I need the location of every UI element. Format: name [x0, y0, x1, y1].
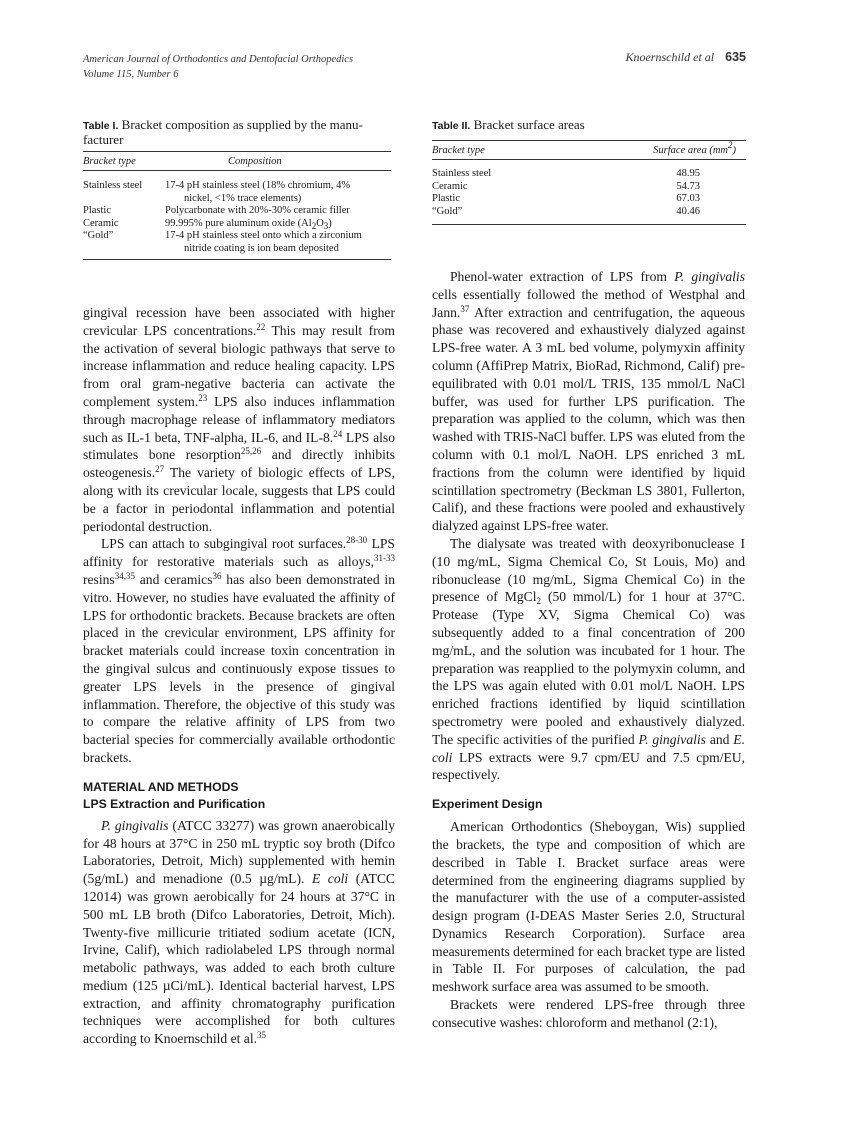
table-row: Stainless steel 48.95	[432, 168, 700, 179]
col-header-bracket-type: Bracket type	[83, 155, 136, 167]
journal-title: American Journal of Orthodontics and Dentofacial Orthopedics	[83, 54, 354, 65]
paragraph: The dialysate was treated with deoxyribonuclease I (10 mg/mL, Sigma Chemical Co, St Louis, Mo) and ribonuclease (10 mg/mL, Sigma Chemical Co) in the presence of MgCl$_2$ (50 mmol/L) for 1 hour at 37°C. Protease (Type XV, Sigma Chemical Co) was subsequently added to a final concentration of 200 mg/mL, and the solution was incubated for 1 hour. The preparation was reapplied to the polymyxin column, and the LPS was again eluted with 0.01 mol/L NaOH. LPS enriched fractions identified by liquid scintillation spectrometry were pooled and exhaustively dialyzed. The specific activities of the purified P. gingivalis and E. coli LPS extracts were 9.7 cpm/EU and 7.5 cpm/EU, respectively.	[432, 535, 746, 783]
running-header-right	[625, 50, 746, 65]
paragraph: P. gingivalis (ATCC 33277) was grown anaerobically for 48 hours at 37°C in 250 mL tryptic soy broth (Difco Laboratories, Detroit, Mich) supplemented with hemin (5g/mL) and menadione (0.5 µg/mL). E coli (ATCC 12014) was grown aerobically for 24 hours at 37°C in 500 mL LB broth (Difco Laboratories, Detroit, Mich). Twenty-five millicurie tritiated sodium acetate (ICN, Irvine, Calif), which radiolabeled LPS through normal metabolic pathways, was added to each broth culture medium (125 µCi/mL). Identical bacterial harvest, LPS extraction, and affinity chromatography purification techniques were accomplished for both cultures according to Knoernschild et al.$^{35}$	[83, 817, 395, 1047]
paragraph: LPS can attach to subgingival root surfaces.$^{28-30}$ LPS affinity for restorative materials such as alloys,$^{31-33}$ resins$^{34,35}$ and ceramics$^{36}$ has also been demonstrated in vitro. However, no studies have evaluated the affinity of LPS for orthodontic brackets. Because brackets are often placed in the crevicular environment, LPS affinity for bracket materials could increase toxin concentration in the gingival sulcus and continuously expose tissues to greater LPS levels in the presence of gingival inflammation. Therefore, the objective of this study was to compare the relative affinity of LPS from two bacterial species for commercially available orthodontic brackets.	[83, 535, 395, 765]
table-2-label: Table II.	[432, 120, 471, 132]
paragraph: Brackets were rendered LPS-free through three consecutive washes: chloroform and methanol (2:1),	[432, 997, 745, 1030]
table-2-header	[432, 141, 746, 159]
col-header-composition: Composition	[228, 155, 282, 167]
table-row: “Gold” 40.46	[432, 205, 700, 217]
table-1-caption: Table I. Bracket composition as supplied by the manu- facturer	[83, 117, 363, 147]
section-heading: Experiment Design	[432, 797, 543, 812]
table-row: Stainless steel 17-4 pH stainless steel (18% chromium, 4% nickel, <1% trace elements)	[83, 180, 351, 204]
paragraph: American Orthodontics (Sheboygan, Wis) supplied the brackets, the type and composition of which are described in Table I. Bracket surface areas were determined from the engineering diagrams supplied by the manufacturer with the use of a computer-assisted design program (I-DEAS Master Series 2.0, Structural Dynamics Research Corporation). Surface area measurements determined for each bracket type are listed in Table II. For purposes of calculation, the pad meshwork surface area was assumed to be smooth.	[432, 819, 745, 995]
paragraph: gingival recession have been associated with higher crevicular LPS concentrations.$^{22}$ This may result from the activation of several biologic pathways that serve to increase inflammation and reduce healing capacity. LPS from oral gram-negative bacteria can activate the complement system.$^{23}$ LPS also induces inflammation through macrophage release of inflammatory mediators such as IL-1 beta, TNF-alpha, IL-6, and IL-8.24 LPS also stimulates bone resorption$^{25,26}$ and directly inhibits osteogenesis.$^{27}$ The variety of biologic effects of LPS, along with its crevicular locale, suggests that LPS could be a factor in periodontal inflammation and potential periodontal destruction.	[83, 305, 395, 534]
page-number: 635	[725, 50, 746, 64]
col-header-surface-area: Surface area $(mm^2)$	[653, 139, 736, 156]
table-1-label: Table I.	[83, 120, 119, 132]
paragraph: Phenol-water extraction of LPS from P. gingivalis cells essentially followed the method of Westphal and Jann.$^{37}$ After extraction and centrifugation, the aqueous phase was recovered and exhaustively dialyzed against LPS-free water. A 3 mL bed volume, polymyxin affinity column (AffiPrep Matrix, BioRad, Richmond, Calif) pre-equilibrated with 0.01 mol/L TRIS, 135 mmol/L NaCl buffer, was used for further LPS purification. The preparation was applied to the column, which was then washed with TRIS-NaCl buffer. LPS was eluted from the column with 0.1 mol/L NaOH. LPS enriched 3 mL fractions from the column were identified by liquid scintillation spectrometry (Beckman LS 3801, Fullerton, Calif), and these fractions were pooled and exhaustively dialyzed against LPS-free water.	[432, 269, 745, 534]
left-column	[83, 304, 395, 1048]
table-2	[432, 118, 746, 225]
subsection-heading: LPS Extraction and Purification	[83, 796, 266, 811]
table-row: Ceramic 54.73	[432, 180, 700, 192]
running-header-journal	[83, 52, 353, 82]
table-row: Plastic 67.03	[432, 193, 700, 204]
table-row: Plastic Polycarbonate with 20%-30% ceramic filler	[83, 205, 350, 216]
table-row: Ceramic 99.995% pure aluminum oxide $(Al_2O_3)$	[83, 217, 332, 231]
table-row: “Gold” 17-4 pH stainless steel onto which a zirconium nitride coating is ion beam deposited	[83, 230, 362, 254]
table-1-header	[83, 152, 391, 170]
section-heading: MATERIAL AND METHODS	[83, 779, 239, 794]
table-2-caption: Table II. Bracket surface areas	[432, 117, 585, 132]
col-header-bracket-type: Bracket type	[432, 144, 485, 156]
right-column	[432, 268, 745, 1032]
journal-volume: Volume 115, Number 6	[83, 69, 179, 80]
author-name: Knoernschild et al	[625, 50, 715, 64]
table-1	[83, 118, 391, 260]
